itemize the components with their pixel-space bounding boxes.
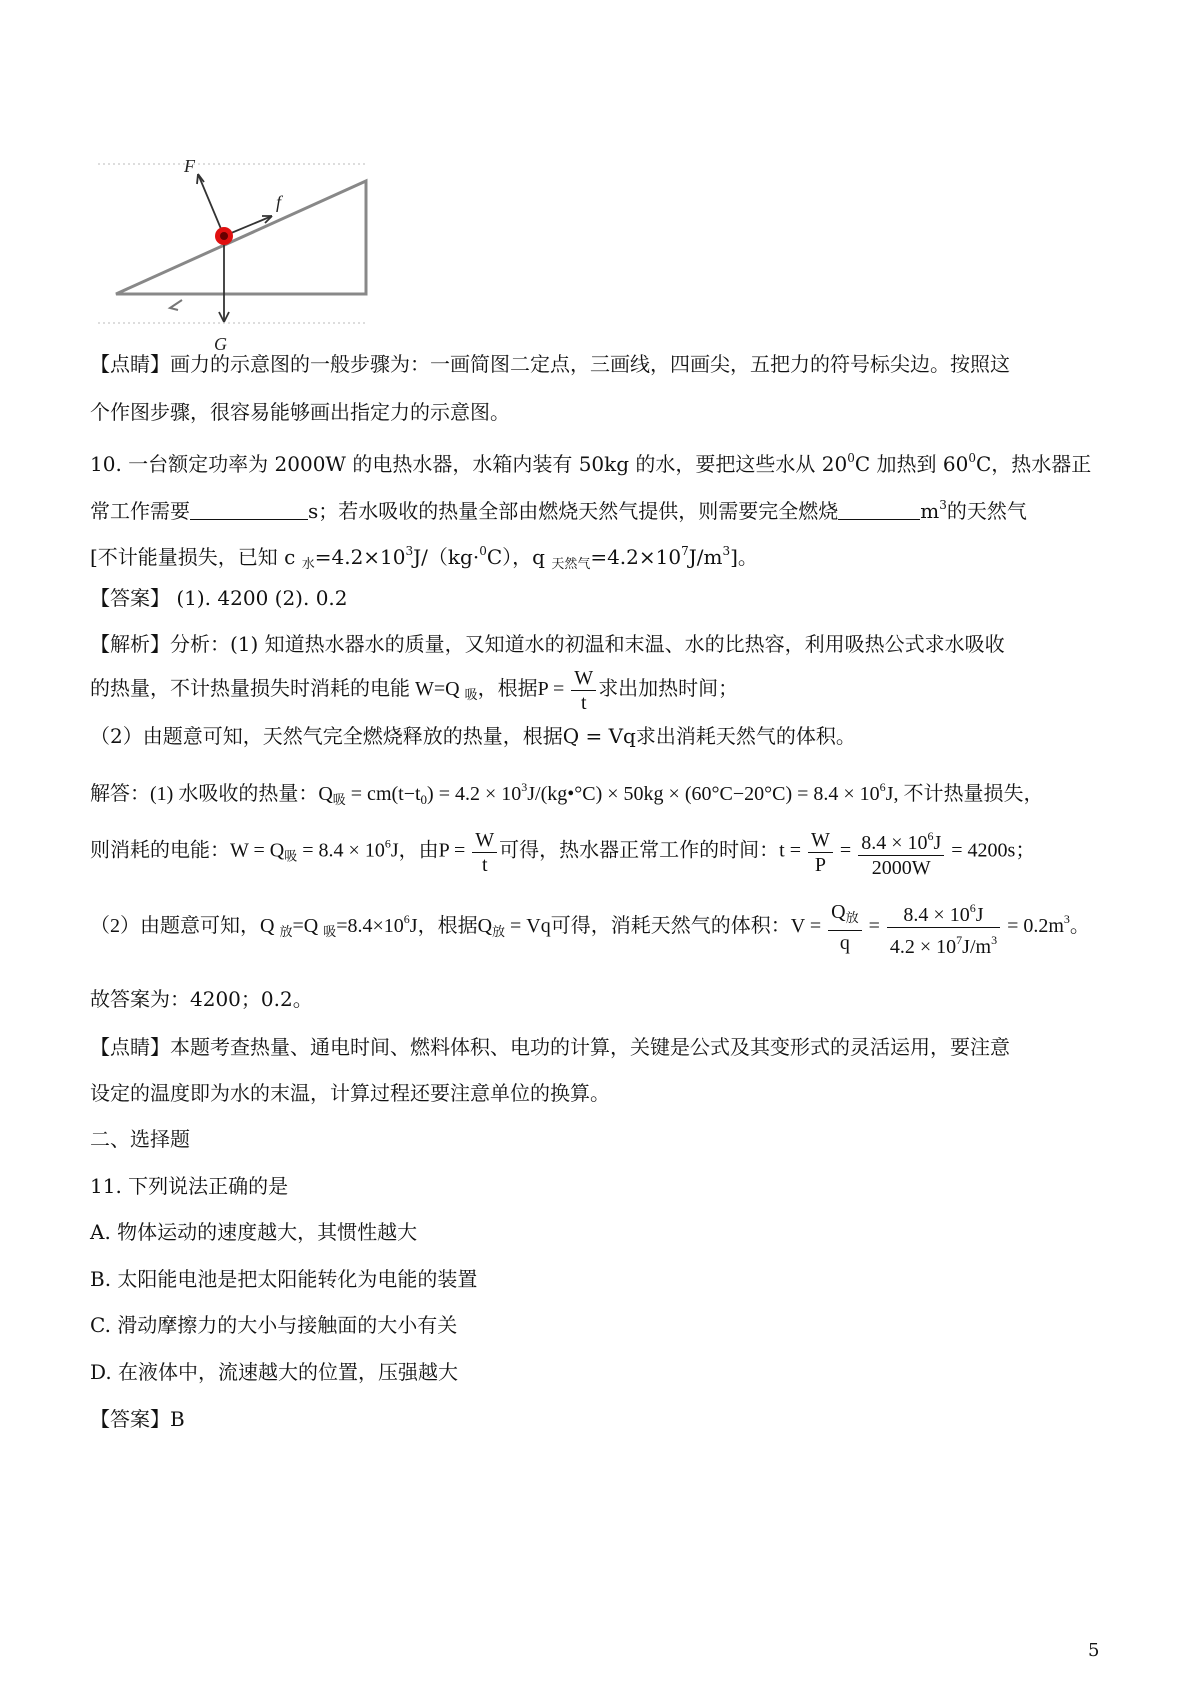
sol-text: = 8.4 × 10 xyxy=(297,839,385,862)
object-dot-core xyxy=(220,232,228,240)
sol-text: J/(kg•°C) × 50kg × (60°C−20°C) = 8.4 × 10 xyxy=(527,783,880,805)
option-b: B. 太阳能电池是把太阳能转化为电能的装置 xyxy=(90,1267,478,1291)
frac-num xyxy=(887,896,1000,928)
sol-sup: 6 xyxy=(879,780,886,794)
answer-blank-2[interactable] xyxy=(838,501,920,520)
fraction-w-over-t xyxy=(472,828,497,877)
option-c: C. 滑动摩擦力的大小与接触面的大小有关 xyxy=(90,1313,458,1337)
sol-sup: 3 xyxy=(521,780,528,794)
sol-text: J, 不计热量损失， xyxy=(885,783,1044,805)
sol-sup: 6 xyxy=(403,912,410,927)
force-diagram xyxy=(96,140,376,360)
q10-text: ]。 xyxy=(730,545,758,569)
sol-sub: 吸 xyxy=(332,792,346,807)
normal-force-arrow xyxy=(198,174,224,236)
sol-text: = 4200s； xyxy=(946,839,1036,862)
solution-line-1 xyxy=(90,773,1043,814)
sol-text: 。 xyxy=(1069,915,1090,938)
frac-den-sup: 7 xyxy=(956,933,963,947)
q10-unit: m xyxy=(920,499,940,523)
frac-den: P xyxy=(814,853,827,876)
q10-degree: 0 xyxy=(968,451,976,465)
sol-text: 解答：(1) 水吸收的热量：Q xyxy=(90,783,333,805)
jiexi-sub: 吸 xyxy=(464,687,478,703)
angle-mark xyxy=(170,300,182,310)
frac-num-unit: J xyxy=(975,904,984,926)
sol-text: J，由P = xyxy=(390,839,471,862)
fraction-heat-over-value xyxy=(887,896,1000,959)
sol-text: J，根据Q xyxy=(409,915,493,938)
frac-den: t xyxy=(481,853,488,876)
label-G: G xyxy=(214,334,227,354)
jiexi-text: ，根据P = xyxy=(477,678,570,701)
sol-sub: 吸 xyxy=(323,924,337,940)
incline-triangle xyxy=(116,181,366,294)
dianjing-2-line-b: 设定的温度即为水的末温，计算过程还要注意单位的换算。 xyxy=(90,1081,610,1105)
jiexi-line-a: 【解析】分析：(1) 知道热水器水的质量，又知道水的初温和末温、水的比热容，利用吸热公式求水吸收 xyxy=(90,632,1005,656)
q10-text: [不计能量损失，已知 c xyxy=(90,545,302,569)
q10-text: C），q xyxy=(486,545,552,569)
dianjing-1-line-a: 【点睛】画力的示意图的一般步骤为：一画简图二定点，三画线，四画尖，五把力的符号标尖边。按照这 xyxy=(90,352,1010,376)
q10-text: =4.2×10 xyxy=(314,545,406,569)
jiexi-line-b xyxy=(90,666,738,715)
solution-line-2 xyxy=(90,824,1035,880)
q10-text: =4.2×10 xyxy=(590,545,682,569)
frac-num: W xyxy=(571,666,596,691)
fraction-w-over-p xyxy=(808,828,833,877)
q10-sup: 3 xyxy=(405,544,414,558)
fraction-w-over-t xyxy=(571,666,596,715)
q10-text: s；若水吸收的热量全部由燃烧天然气提供，则需要完全燃烧 xyxy=(308,499,839,523)
frac-den-sup: 3 xyxy=(991,933,998,947)
jiexi-text: 求出加热时间； xyxy=(598,678,739,701)
frac-den-text: 4.2 × 10 xyxy=(889,936,957,958)
dianjing-2-line-a: 【点睛】本题考查热量、通电时间、燃料体积、电功的计算，关键是公式及其变形式的灵活运用，要注意 xyxy=(90,1035,1010,1059)
q10-sup: 7 xyxy=(681,544,689,558)
sol-text: ) = 4.2 × 10 xyxy=(427,783,522,805)
q10-sub: 天然气 xyxy=(551,557,591,572)
frac-num-sub: 放 xyxy=(845,910,859,925)
sol-sub: 放 xyxy=(279,924,293,940)
page-number: 5 xyxy=(1088,1640,1100,1661)
q10-text: J/（kg· xyxy=(413,545,480,569)
frac-num-sup: 6 xyxy=(927,829,934,843)
frac-num: W xyxy=(808,828,833,853)
question-10-line-a xyxy=(90,444,1091,478)
fraction-q-over-q xyxy=(828,900,861,955)
frac-num-text: 8.4 × 10 xyxy=(861,832,928,854)
jiexi-text: 的热量，不计热量损失时消耗的电能 W=Q xyxy=(90,678,465,701)
answer-blank-1[interactable] xyxy=(190,501,308,520)
q10-sub: 水 xyxy=(301,557,315,572)
sol-text: = 0.2m xyxy=(1002,915,1064,938)
frac-num-unit: J xyxy=(933,832,942,854)
sol-text: = xyxy=(834,839,857,862)
q10-sup: 3 xyxy=(722,544,731,558)
sol-text: = xyxy=(863,915,885,938)
sol-text: = cm(t−t xyxy=(345,783,421,805)
question-10-line-c xyxy=(90,537,758,579)
q10-text: C，热水器正 xyxy=(975,452,1092,476)
question-10-line-b xyxy=(90,491,1027,525)
label-F: F xyxy=(184,156,195,176)
frac-den: t xyxy=(580,692,587,714)
option-d: D. 在液体中，流速越大的位置，压强越大 xyxy=(90,1360,459,1384)
label-f: f xyxy=(276,192,282,212)
q10-degree: 0 xyxy=(847,451,855,465)
sol-text: =Q xyxy=(292,915,324,938)
sol-text: 则消耗的电能：W = Q xyxy=(90,839,285,862)
answer-10: 【答案】 (1). 4200 (2). 0.2 xyxy=(90,586,348,610)
q10-text: J/m xyxy=(688,545,723,569)
q10-text: C 加热到 60 xyxy=(854,452,969,476)
sol-sub: 放 xyxy=(492,924,506,940)
sol-text: 可得，热水器正常工作的时间：t = xyxy=(499,839,807,862)
frac-num xyxy=(858,824,944,856)
final-answer: 故答案为：4200；0.2。 xyxy=(90,987,313,1011)
q10-text: 常工作需要 xyxy=(90,499,190,523)
frac-den xyxy=(887,928,1000,959)
sol-sup: 3 xyxy=(1063,912,1070,927)
dianjing-1-line-b: 个作图步骤，很容易能够画出指定力的示意图。 xyxy=(90,400,510,424)
sol-sup: 6 xyxy=(384,836,391,851)
option-a: A. 物体运动的速度越大，其惯性越大 xyxy=(90,1220,418,1244)
sol-text: = Vq可得，消耗天然气的体积：V = xyxy=(505,915,827,938)
frac-den: 2000W xyxy=(871,857,931,879)
frac-num xyxy=(828,900,861,931)
sol-text: （2）由题意可知，Q xyxy=(90,915,280,938)
frac-den-unit: J/m xyxy=(962,936,992,958)
fraction-energy-over-power xyxy=(858,824,944,880)
q10-text: 10. 一台额定功率为 2000W 的电热水器，水箱内装有 50kg 的水，要把这些水从 20 xyxy=(90,452,848,476)
frac-num-text: Q xyxy=(831,901,846,923)
sol-sub: 0 xyxy=(420,792,428,807)
question-11: 11. 下列说法正确的是 xyxy=(90,1174,289,1198)
section-heading: 二、选择题 xyxy=(90,1127,190,1151)
frac-num-text: 8.4 × 10 xyxy=(903,904,970,926)
frac-num-sup: 6 xyxy=(969,901,976,915)
sol-sub: 吸 xyxy=(284,848,298,864)
solution-line-3 xyxy=(90,896,1090,959)
jiexi-line-c: （2）由题意可知，天然气完全燃烧释放的热量，根据Q = Vq求出消耗天然气的体积。 xyxy=(90,724,856,748)
q10-sup: 0 xyxy=(479,544,487,558)
frac-den: q xyxy=(839,932,850,954)
q10-exp: 3 xyxy=(939,498,947,512)
frac-num: W xyxy=(472,828,497,853)
sol-text: =8.4×10 xyxy=(336,915,404,938)
answer-11: 【答案】B xyxy=(90,1407,185,1431)
q10-text: 的天然气 xyxy=(946,499,1027,523)
